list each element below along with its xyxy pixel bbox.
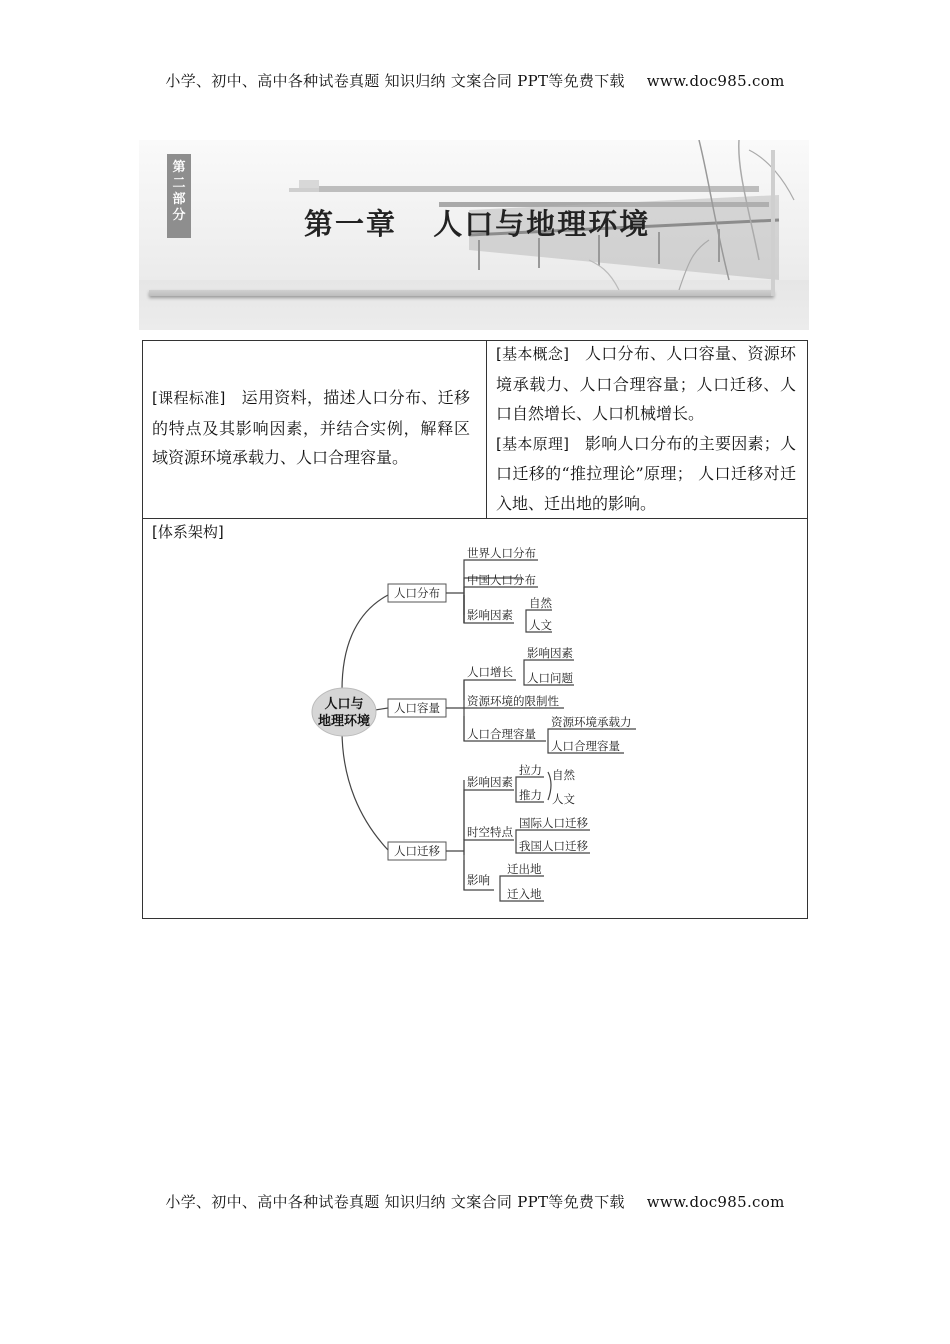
mindmap-center-node <box>312 688 376 736</box>
basic-principle-label: [基本原理] <box>496 434 569 453</box>
basic-principle <box>496 429 796 519</box>
node-migration-natural: 自然 <box>552 768 575 782</box>
node-push-force: 推力 <box>519 788 542 802</box>
node-reasonable-capacity-sub: 人口合理容量 <box>551 739 620 753</box>
concept-principle-cell <box>496 339 796 518</box>
node-international-migration: 国际人口迁移 <box>519 816 588 830</box>
branch-capacity-label: 人口容量 <box>394 701 440 715</box>
basic-principle-text: 影响人口分布的主要因素；人口迁移的“推拉理论”原理； 人口迁移对迁入地、迁出地的影响。 <box>496 433 796 513</box>
chapter-title: 第一章 人口与地理环境 <box>304 207 651 241</box>
node-migration-impact: 影响 <box>467 873 490 887</box>
center-line-2: 地理环境 <box>317 714 371 729</box>
part-tag-char: 二 <box>172 176 186 191</box>
node-distribution-natural: 自然 <box>529 596 552 610</box>
node-china-distribution: 中国人口分布 <box>467 573 536 587</box>
branch-migration-label: 人口迁移 <box>394 844 440 858</box>
node-population-growth: 人口增长 <box>467 665 513 679</box>
part-tag-char: 部 <box>172 192 186 207</box>
part-tag-char: 分 <box>172 208 186 223</box>
table-divider-horizontal <box>142 518 808 519</box>
banner-edge <box>771 150 775 296</box>
node-world-distribution: 世界人口分布 <box>467 546 536 560</box>
header-text: 小学、初中、高中各种试卷真题 知识归纳 文案合同 PPT等免费下载 <box>165 72 625 90</box>
part-tag <box>167 154 191 238</box>
course-standard-text: 运用资料，描述人口分布、迁移的特点及其影响因素，并结合实例，解释区域资源环境承载力、人口合理容量。 <box>152 388 470 467</box>
node-growth-factors: 影响因素 <box>527 646 573 660</box>
node-pull-force: 拉力 <box>519 763 542 777</box>
branch-box-capacity <box>388 699 446 717</box>
header-url[interactable]: www.doc985.com <box>646 72 785 90</box>
branch-box-migration <box>388 842 446 860</box>
node-growth-problems: 人口问题 <box>527 671 573 685</box>
basic-concept <box>496 339 796 429</box>
footer-text: 小学、初中、高中各种试卷真题 知识归纳 文案合同 PPT等免费下载 <box>165 1193 625 1211</box>
node-immigration-place: 迁入地 <box>507 887 542 901</box>
node-resource-limits: 资源环境的限制性 <box>467 694 559 708</box>
center-line-1: 人口与 <box>324 697 364 712</box>
node-distribution-factors: 影响因素 <box>467 608 513 622</box>
branch-box-distribution <box>388 584 446 602</box>
node-reasonable-capacity: 人口合理容量 <box>467 727 536 741</box>
node-carrying-capacity: 资源环境承载力 <box>551 715 632 729</box>
basic-concept-label: [基本概念] <box>496 345 569 363</box>
part-tag-char: 第 <box>172 160 186 175</box>
node-migration-human: 人文 <box>552 792 575 806</box>
banner-baseline <box>149 290 774 296</box>
chapter-banner <box>139 140 809 330</box>
page-footer <box>0 1191 950 1212</box>
page-header <box>0 70 950 91</box>
mind-map <box>300 540 660 910</box>
course-standard-cell <box>152 383 470 473</box>
branch-distribution-label: 人口分布 <box>394 586 440 600</box>
footer-url[interactable]: www.doc985.com <box>646 1193 785 1211</box>
node-china-migration: 我国人口迁移 <box>519 839 588 853</box>
table-divider-vertical <box>486 340 487 518</box>
node-migration-factors: 影响因素 <box>467 775 513 789</box>
basic-concept-text: 人口分布、人口容量、资源环境承载力、人口合理容量；人口迁移、人口自然增长、人口机械增长。 <box>496 344 796 423</box>
node-spatiotemporal: 时空特点 <box>467 825 513 839</box>
course-standard-label: [课程标准] <box>152 389 226 407</box>
architecture-label: [体系架构] <box>152 523 224 541</box>
node-emigration-place: 迁出地 <box>507 862 542 876</box>
node-distribution-human: 人文 <box>529 618 552 632</box>
